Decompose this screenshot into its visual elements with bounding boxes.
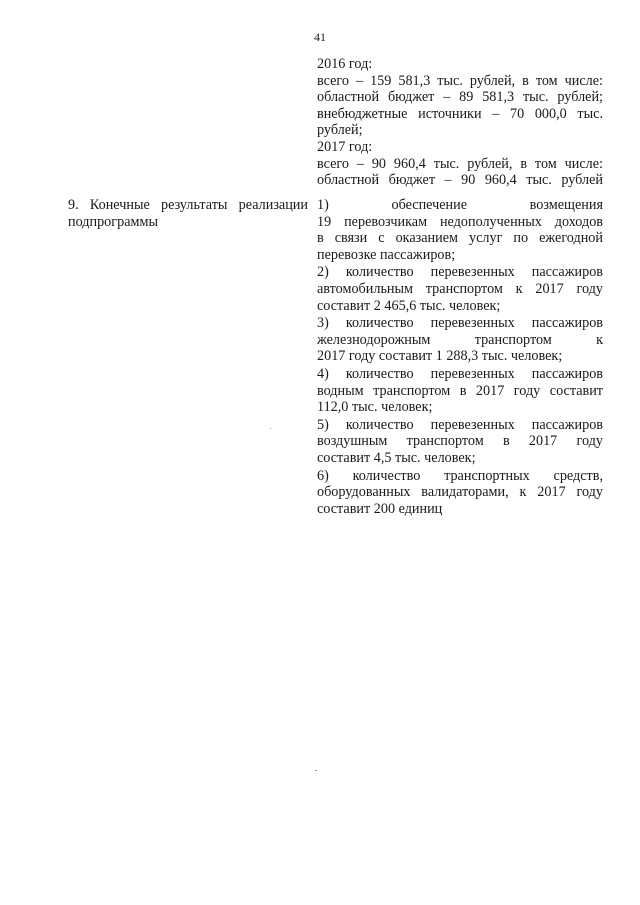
- result-line: 112,0 тыс. человек;: [317, 399, 433, 416]
- result-item-3: [317, 315, 603, 365]
- funding-line: всего – 90 960,4 тыс. рублей, в том числе:: [317, 155, 603, 172]
- scan-speck: [315, 770, 317, 771]
- funding-block: [317, 56, 603, 189]
- result-line: составит 4,5 тыс. человек;: [317, 449, 476, 466]
- result-line: составит 2 465,6 тыс. человек;: [317, 297, 501, 314]
- result-line: автомобильным транспортом к 2017 году: [317, 280, 603, 297]
- result-line: оборудованных валидаторами, к 2017 году: [317, 484, 603, 501]
- section-9-label: [68, 197, 308, 230]
- funding-line: 2016 год:: [317, 56, 373, 72]
- result-line: в связи с оказанием услуг по ежегодной: [317, 230, 603, 247]
- result-line: 19 перевозчикам недополученных доходов: [317, 213, 603, 230]
- page-number: 41: [314, 30, 326, 44]
- result-line: 1) обеспечение возмещения: [317, 197, 603, 213]
- funding-line: всего – 159 581,3 тыс. рублей, в том числе:: [317, 72, 603, 89]
- result-line: 6) количество транспортных средств,: [317, 467, 603, 484]
- funding-line: 2017 год:: [317, 138, 373, 155]
- result-item-1: [317, 197, 603, 263]
- result-line: 2017 году составит 1 288,3 тыс. человек;: [317, 348, 563, 365]
- funding-line: рублей;: [317, 122, 363, 139]
- result-line: воздушным транспортом в 2017 году: [317, 433, 603, 450]
- result-line: 3) количество перевезенных пассажиров: [317, 315, 603, 332]
- funding-line: областной бюджет – 89 581,3 тыс. рублей;: [317, 89, 603, 106]
- result-line: 5) количество перевезенных пассажиров: [317, 416, 603, 433]
- result-item-4: [317, 366, 603, 416]
- funding-line: внебюджетные источники – 70 000,0 тыс.: [317, 105, 603, 122]
- section-label-line: 9. Конечные результаты реализации: [68, 197, 308, 213]
- scan-speck: [270, 428, 271, 429]
- section-9-results: [317, 197, 603, 518]
- result-line: 4) количество перевезенных пассажиров: [317, 365, 603, 382]
- result-line: перевозке пассажиров;: [317, 246, 456, 263]
- result-item-6: [317, 468, 603, 518]
- funding-line: областной бюджет – 90 960,4 тыс. рублей: [317, 172, 603, 189]
- result-line: водным транспортом в 2017 году составит: [317, 382, 603, 399]
- result-line: 2) количество перевезенных пассажиров: [317, 264, 603, 281]
- result-item-5: [317, 417, 603, 467]
- result-line: составит 200 единиц: [317, 500, 443, 517]
- result-item-2: [317, 264, 603, 314]
- section-label-line: подпрограммы: [68, 213, 158, 230]
- result-line: железнодорожным транспортом к: [317, 331, 603, 348]
